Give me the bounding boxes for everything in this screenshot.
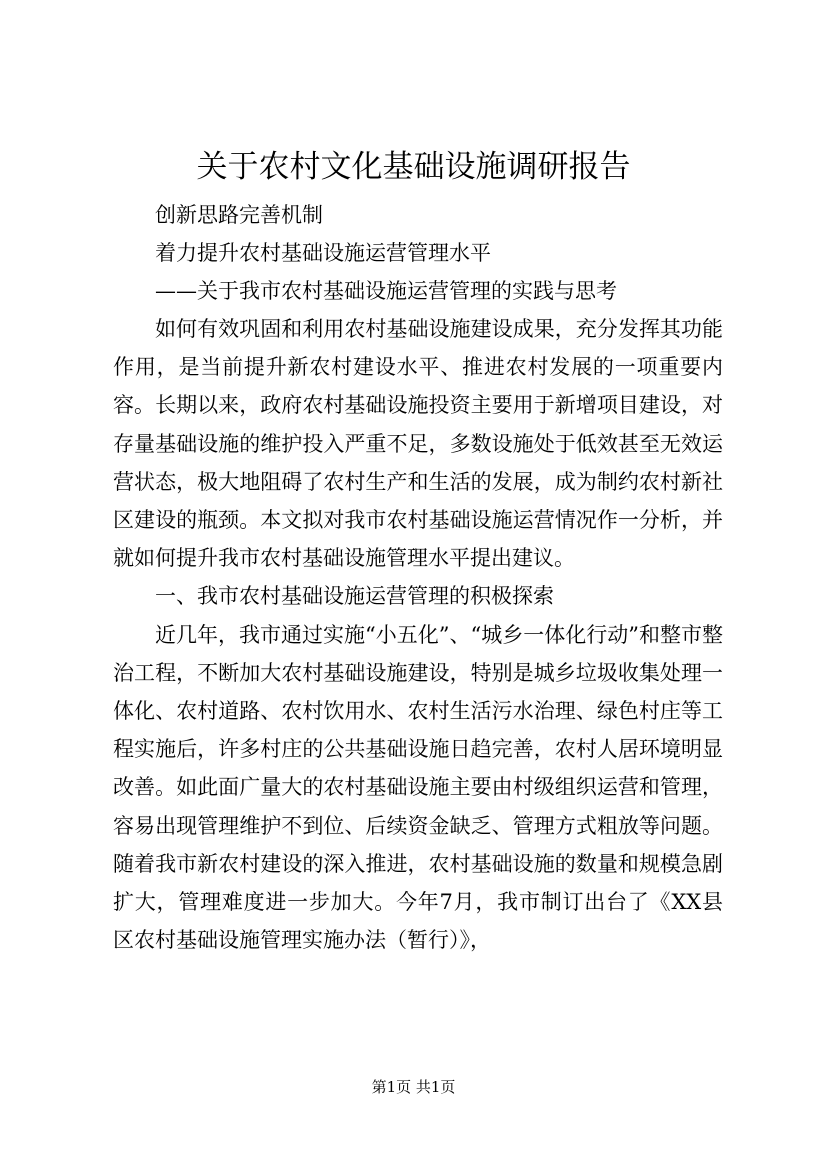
page-footer: 第1页 共1页 (371, 1078, 456, 1096)
subtitle-line-3: ——关于我市农村基础设施运营管理的实践与思考 (155, 279, 617, 303)
subtitle-line-2: 着力提升农村基础设施运营管理水平 (155, 241, 491, 265)
paragraph-intro: 如何有效巩固和利用农村基础设施建设成果，充分发挥其功能作用，是当前提升新农村建设水平、推进农村发展的一项重要内容。长期以来，政府农村基础设施投资主要用于新增项目建设，对存量基础设施的维护投入严重不足，多数设施处于低效甚至无效运营状态，极大地阻碍了农村生产和生活的发展，成为制约农村新社区建设的瓶颈。本文拟对我市农村基础设施运营情况作一分析，并就如何提升我市农村基础设施管理水平提出建议。 (113, 317, 723, 571)
document-body (113, 196, 723, 959)
paragraph-practice: 近几年，我市通过实施“小五化”、“城乡一体化行动”和整市整治工程，不断加大农村基础设施建设，特别是城乡垃圾收集处理一体化、农村道路、农村饮用水、农村生活污水治理、绿色村庄等工程实施后，许多村庄的公共基础设施日趋完善，农村人居环境明显改善。如此面广量大的农村基础设施主要由村级组织运营和管理，容易出现管理维护不到位、后续资金缺乏、管理方式粗放等问题。随着我市新农村建设的深入推进，农村基础设施的数量和规模急剧扩大，管理难度进一步加大。今年7月，我市制订出台了《XX县区农村基础设施管理实施办法（暂行）》， (113, 622, 723, 953)
section-heading-1: 一、我市农村基础设施运营管理的积极探索 (155, 584, 554, 609)
document-title: 关于农村文化基础设施调研报告 (196, 149, 631, 185)
subtitle-line-1: 创新思路完善机制 (155, 203, 323, 227)
